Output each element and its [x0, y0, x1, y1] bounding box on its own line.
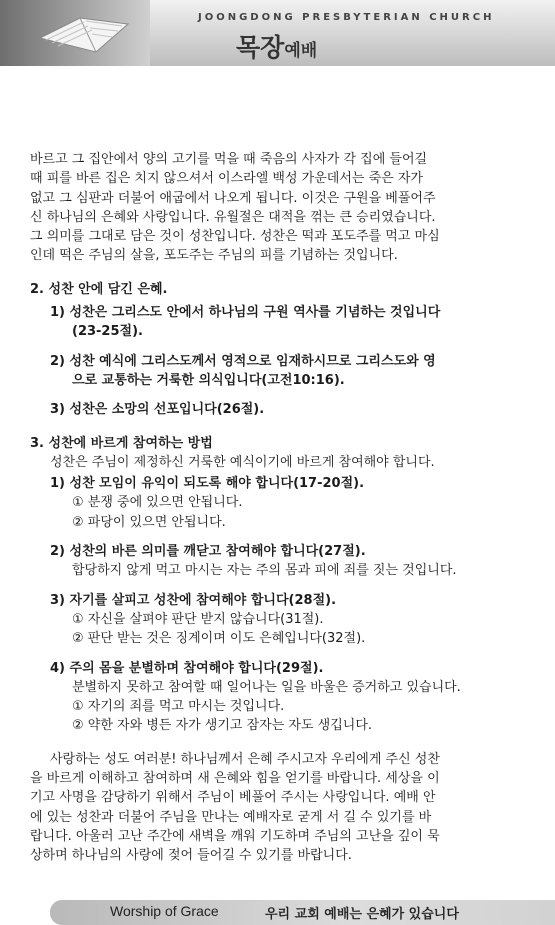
text-line: 바르고 그 집안에서 양의 고기를 먹을 때 죽음의 사자가 각 집에 들어길: [30, 152, 428, 167]
text-line: 때 피를 바른 집은 치지 않으셔서 이스라엘 백성 가운데서는 죽은 자가: [30, 171, 423, 187]
text-line: 사랑하는 성도 여러분! 하나님께서 은혜 주시고자 우리에게 주신 성찬: [50, 751, 440, 767]
text-line: 없고 그 심판과 더불어 애굽에서 나오게 됩니다. 이것은 구원을 베풀어주: [30, 190, 436, 206]
sub-item: ① 자신을 살펴야 판단 받지 않습니다(31절).: [72, 611, 324, 627]
closing-paragraph: [30, 750, 535, 866]
sub-item: ② 파당이 있으면 안됩니다.: [72, 514, 226, 530]
sub-item: ② 판단 받는 것은 징계이며 이도 은혜입니다(32절).: [72, 631, 366, 647]
list-item-cont: (23-25절).: [72, 324, 143, 340]
sub-item: 합당하지 않게 먹고 마시는 자는 주의 몸과 피에 죄를 짓는 것입니다.: [72, 563, 457, 579]
sub-item: ① 분쟁 중에 있으면 안됩니다.: [72, 495, 243, 511]
title-sub: 예배: [284, 41, 318, 61]
text-line: 상하며 하나님의 사랑에 젖어 들어길 수 있기를 바랍니다.: [30, 848, 352, 864]
sub-item: ① 자기의 죄를 먹고 마시는 것입니다.: [72, 699, 285, 715]
open-bible-icon: [0, 0, 150, 66]
header-banner: [0, 0, 555, 66]
section-3-heading: 3. 성찬에 바르게 참여하는 방법: [30, 435, 213, 451]
footer-english: Worship of Grace: [110, 903, 219, 919]
section-3-list: [30, 474, 535, 736]
list-item-cont: 으로 교통하는 거룩한 의식입니다(고전10:16).: [72, 372, 345, 388]
text-line: 에 있는 성찬과 더불어 주님을 만나는 예배자로 굳게 서 길 수 있기를 바: [30, 809, 432, 825]
section-2-heading: 2. 성찬 안에 담긴 은혜.: [30, 281, 168, 297]
list-item: 1) 성찬 모임이 유익이 되도록 해야 합니다(17-20절).: [50, 476, 365, 492]
list-item: 1) 성찬은 그리스도 안에서 하나님의 구원 역사를 기념하는 것입니다: [50, 305, 441, 321]
list-item: 4) 주의 몸을 분별하며 참여해야 합니다(29절).: [50, 660, 324, 676]
list-item: 2) 성찬의 바른 의미를 깨닫고 참여해야 합니다(27절).: [50, 544, 366, 560]
text-line: 그 의미를 그대로 담은 것이 성찬입니다. 성찬은 떡과 포도주를 먹고 마심: [30, 229, 440, 245]
footer-banner: [50, 900, 555, 925]
text-line: 인데 떡은 주님의 살을, 포도주는 주님의 피를 기념하는 것입니다.: [30, 248, 398, 264]
page-title: [236, 28, 317, 64]
sub-item: ② 약한 자와 병든 자가 생기고 잠자는 자도 생깁니다.: [72, 718, 373, 734]
text-line: 을 바르게 이해하고 참여하며 새 은혜와 힘을 얻기를 바랍니다. 세상을 이: [30, 771, 440, 787]
church-name: JOONGDONG PRESBYTERIAN CHURCH: [198, 12, 495, 23]
text-line: 신 하나님의 은혜와 사랑입니다. 유월절은 대적을 꺾는 큰 승리였습니다.: [30, 209, 436, 225]
list-item: 3) 성찬은 소망의 선포입니다(26절).: [50, 402, 265, 418]
list-item: 2) 성찬 예식에 그리스도께서 영적으로 임재하시므로 그리스도와 영: [50, 353, 436, 369]
footer-korean: 우리 교회 예배는 은혜가 있습니다: [265, 907, 459, 922]
article-body: [30, 150, 535, 866]
section-3-intro: 성찬은 주님이 제정하신 거룩한 예식이기에 바르게 참여해야 합니다.: [50, 454, 435, 470]
intro-paragraph: [30, 150, 535, 266]
title-main: 목장: [236, 33, 285, 62]
text-line: 랍니다. 아울러 고난 주간에 새벽을 깨워 기도하며 주님의 고난을 깊이 묵: [30, 828, 440, 844]
sub-item: 분별하지 못하고 참여할 때 일어나는 일을 바울은 증거하고 있습니다.: [72, 679, 461, 695]
text-line: 기고 사명을 감당하기 위해서 주님이 베풀어 주시는 사랑입니다. 예배 안: [30, 790, 436, 806]
list-item: 3) 자기를 살피고 성찬에 참여해야 합니다(28절).: [50, 592, 337, 608]
section-2-list: [30, 303, 535, 419]
